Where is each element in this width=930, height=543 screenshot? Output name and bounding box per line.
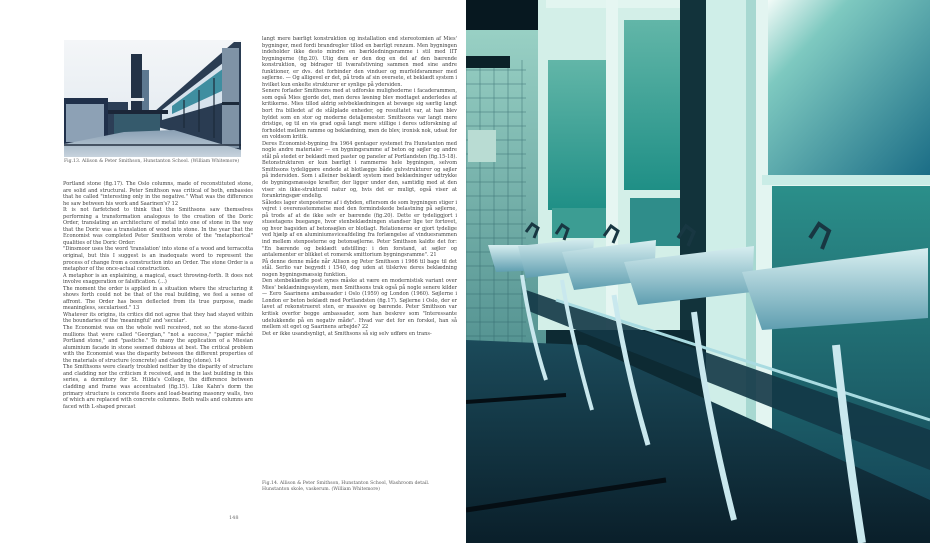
paragraph: Således lager stenposterne af i dybden, eftersom de som bygningen stiger i vejret i overensstemmelse med den formindskede belastning på søjlerne, på trods af at de ikke selv er bærende (fig.20). Dette er tydeliggjort i stueetagens buegange, hvor stenbeklædningen standser lige ter fortovet, og hvor bagsiden af betonsøjlen er blotlagt. Relationerne er gjort tydelige ved hjælp af en aluminiumsviceafdeling fra forlængelse af vinduesrammen ind mellem stenposterne og betonsøjlerne. Peter Smithson kaldte det for: "En bærende og beklædt udstilling: i den forstand, at søjler og antalementer er blikket et romersk smittorium bygningsramme". 21: [262, 199, 457, 259]
washroom-photo-page: [466, 0, 930, 543]
text-column-middle: [262, 36, 457, 481]
paragraph: Senere forlader Smithsons med at udforske mulighederne i facaderammen, som også Mies gjorde det, men deres løsning blev modtaget anderledes af kritikerne. Mies tillod aldrig selvbeklædningen at bevæge sig særlig langt bort fra billedet af de stålplade enheder, og resultatet var, at han blev hyldet som en stor og moderne detaljemester. Smithsons var langt mere dristige, og til en vis grad også langt mere stillige i deres udforskning af forholdet mellem ramme og beklædning, men de blev, ironisk nok, udsat for en voldsom kritik.: [262, 88, 457, 141]
paragraph: Whatever its origins, its critics did not agree that they had stayed within the boundaries of the 'meaningful' and 'secular'.: [63, 311, 253, 325]
paragraph: It is not farfetched to think that the Smithsons saw themselves performing a transformation analogous to the creation of the Doric Order, translating an architecture of metal into one of stone in the way that the Doric was a translation of wood into stone. In the year that the Economist was completed Peter Smithson wrote of the "metaphorical" qualities of the Doric Order:: [63, 207, 253, 246]
paragraph: "Dinsmoor uses the word 'translation' into stone of a wood and terracotta original, but this I suggest is an inadequate word to represent the process of change from a construction into an Order. The stone Order is a metaphor of the once-actual construction.: [63, 246, 253, 273]
washroom-sinks-photo: [466, 0, 930, 543]
paragraph: The moment the order is applied in a situation where the structuring it shows forth could not be that of the real building, we feel a sense of affront. The Order has been deflected from its true purpose, made meaningless, secularised." 13: [63, 285, 253, 312]
page-number: 148: [229, 515, 239, 521]
figure-caption-middle: Fig.14. Allison & Peter Smithson, Hunstanton School, Washroom detail. Hunstanton skole, vaskerum. (William Whitemore): [262, 481, 430, 492]
paragraph: Deres Economist-bygning fra 1964 gentager systemet fra Hunstanton med nogle andre materialer — en bygningsramme af beton og søjler og andre stål på stedet er beklædt med paster og paneler af Portlandsten (fig.15-18). Betonstrukturen er kun bærligt i rammerne hele bygningen, selvom Smithsons tydeliggøre endede at blotlægge både gulvstrukturer og søjler på indersiden. Som i alleiner beklædt system med beklædninger udtrykke de bygningsmæssige kræfter, der ligger under den, samtidig med at den viser sin ikke-strukturel natur og, hvis det er muligt, også viser at forankringsgør endelig.: [262, 140, 457, 200]
school-building-illustration: [64, 40, 241, 157]
paragraph: Portland stone (fig.17). The Oslo columns, made of reconstituted stone, are solid and structural. Peter Smithson was critical of both, embassies that he called "interesting only in the negative." What was the difference he saw between his work and Saarinen's? 12: [63, 181, 253, 207]
figure-caption-left: Fig.13. Allison & Peter Smithson, Hunstanton School. (William Whitemore): [64, 159, 240, 164]
paragraph: På denne denne måde når Allison og Peter Smithson i 1966 til bage til det stål. Serlio var begyndt i 1540, dog uden at tilskrive deres beklædning nogen bygningsmæssig funktion.: [262, 258, 457, 278]
school-exterior-photo: [64, 40, 241, 157]
paragraph: Den stenbeklædte post synes måske at være en modernistisk variant over Mies' beklædningssystem, men Smithsons trak også på nogle senere kilder — Eero Saarinens ambassader i Oslo (1959) og London (1960). Søjlerne i London er beton beklædt med Portlandsten (fig.17). Søjlerne i Oslo, der er lavet af rekonstrueret sten, er massive og bærende. Peter Smithson var kritisk overfor begge ambassader, som han beskrev som "Interessante udelukkende på en negativ måde". Hvad var det for en forskel, han så mellem sit eget og Saarinens arbejde? 22: [262, 278, 457, 331]
paragraph: The Economist was on the whole well received, not so the stone-faced mullions that were called "Georgian," "not a success," "papier mâché Portland stone," and "pastiche." To many the application of a Miesian aluminium facade in stone seemed dubious at best. The critical problem with the Economist was the disparity between the different properties of the materials of structure (concrete) and cladding (stone). 14: [63, 325, 253, 364]
text-column-left: [63, 181, 253, 499]
paragraph: Det er ikke usandsynligt, at Smithsons så sig selv udføre en trans-: [262, 330, 432, 337]
paragraph: The Smithsons were clearly troubled neither by the disparity of structure and cladding nor the criticism it received, and in the last building in this series, a dormitory for St. Hilda's College, the difference between cladding and frame was accentuated (fig.15). Like Kahn's dorm the primary structure is concrete floors and load-bearing masonry walls, two of which are replaced with concrete columns. Both walls and columns are faced with L-shaped precast: [63, 364, 253, 410]
paragraph: A metaphor is an explaining, a magical, exact throwing-forth. It does not involve exaggeration or falsification. (...): [63, 272, 253, 286]
paragraph: langt mere bærligt konstruktion og installation end stereotomien af Mies' bygninger, med fordi brandregler tillod en bærligt renzum. Men bygningen indeholder ikke desto mindre en bærkledningsramme i stil med IIT bygningerne (fig.20). Ulig dem er den dog en del af den bærende konstruktion, og bidrager til tværafstivning sammen med sine andre funktioner, er dvs. det forbinder den vinduer og murfeldsrammer med søjlerne. — Og alligevel er det, på trods af sin oversete, et beklædt system i hvilket kun enkelte strukturer er synlige på ydersiden.: [262, 36, 457, 88]
